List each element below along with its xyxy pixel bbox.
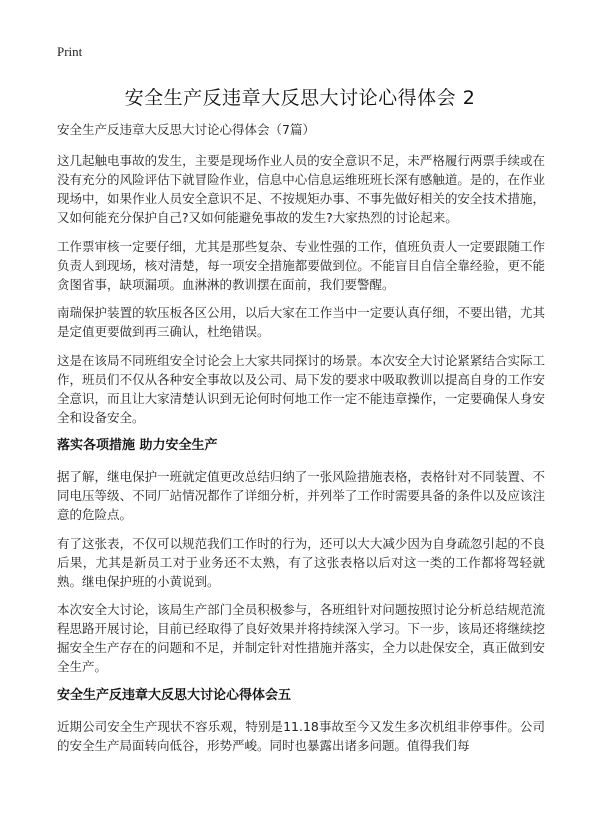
section-heading: 落实各项措施 助力安全生产	[57, 438, 218, 453]
section-heading: 安全生产反违章大反思大讨论心得体会五	[57, 687, 292, 703]
paragraph: 据了解，继电保护一班就定值更改总结归纳了一张风险措施表格，表格针对不同装置、不同电压等级、不同厂站情况都作了详细分析，并列举了工作时需要具备的条件以及应该注意的危险点。	[57, 469, 545, 522]
paragraph: 近期公司安全生产现状不容乐观，特别是11.18事故至今又发生多次机组非停事件。公司的安全生产局面转向低谷，形势严峻。同时也暴露出诸多问题。值得我们每	[57, 718, 545, 753]
paragraph: 这是在该局不同班组安全讨论会上大家共同探讨的场景。本次安全大讨论紧紧结合实际工作，班员们不仅从各种安全事故以及公司、局下发的要求中吸取教训以提高自身的工作安全意识，而且让大家清楚认识到无论何时何地工作一定不能违章操作，一定要确保人身安全和设备安全。	[57, 352, 545, 425]
document-body	[57, 120, 545, 764]
paragraph: 南瑞保护装置的软压板各区公用，以后大家在工作当中一定要认真仔细，不要出错，尤其是定值更要做到再三确认，杜绝错误。	[57, 305, 545, 339]
paragraph: 这几起触电事故的发生，主要是现场作业人员的安全意识不足，未严格履行两票手续或在没有充分的风险评估下就冒险作业，信息中心信息运维班班长深有感触道。是的，在作业现场中，如果作业人员安全意识不足、不按规矩办事、不事先做好相关的安全技术措施，又如何能充分保护自己?又如何能避免事故的发生?大家热烈的讨论起来。	[57, 153, 545, 225]
document-title: 安全生产反违章大反思大讨论心得体会 2	[124, 87, 476, 109]
print-label[interactable]: Print	[57, 44, 83, 59]
paragraph: 有了这张表，不仅可以规范我们工作时的行为，还可以大大减少因为自身疏忽引起的不良后果，尤其是新员工对于业务还不太熟，有了这张表格以后对这一类的工作都将驾轻就熟。继电保护班的小黄说到。	[57, 535, 545, 589]
paragraph: 本次安全大讨论，该局生产部门全员积极参与，各班组针对问题按照讨论分析总结规范流程思路开展讨论，目前已经取得了良好效果并将持续深入学习。下一步，该局还将继续挖掘安全生产存在的问题和不足，并制定针对性措施并落实，全力以赴保安全，真正做到安全生产。	[57, 602, 545, 674]
paragraph: 工作票审核一定要仔细，尤其是那些复杂、专业性强的工作，值班负责人一定要跟随工作负责人到现场，核对清楚，每一项安全措施都要做到位。不能盲目自信全靠经验，更不能贪图省事，缺项漏项。血淋淋的教训摆在面前，我们要警醒。	[57, 238, 545, 292]
document-subtitle: 安全生产反违章大反思大讨论心得体会（7篇）	[57, 122, 315, 137]
